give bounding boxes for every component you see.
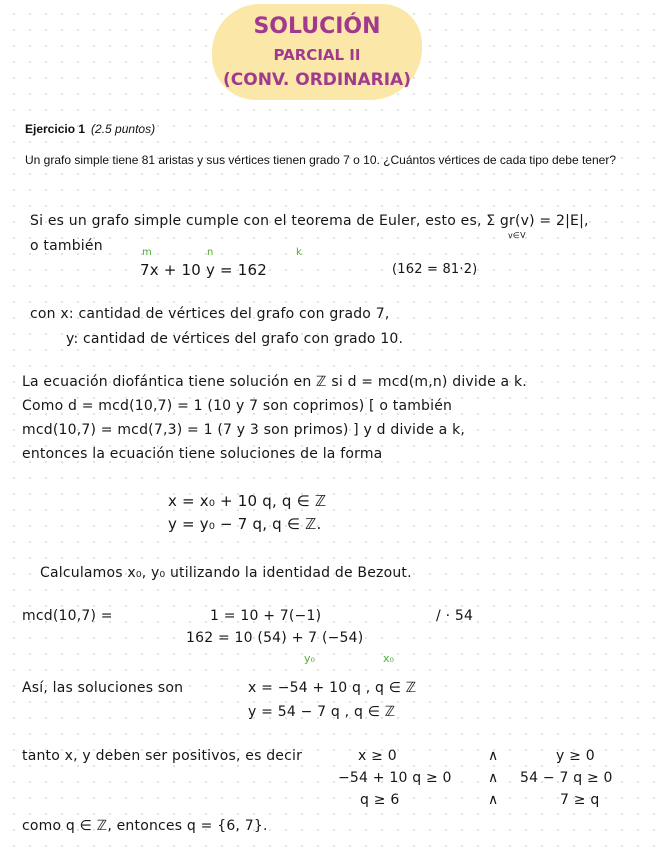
title-solucion: SOLUCIÓN [253, 14, 381, 39]
scaled-identity: 162 = 10 (54) + 7 (−54) [186, 630, 364, 646]
title-convocatoria: (CONV. ORDINARIA) [223, 70, 411, 90]
diophantine-equation: 7x + 10 y = 162 [140, 261, 267, 279]
euler-line: Si es un grafo simple cumple con el teorema de Euler, esto es, Σ gr(v) = 2|E|, [30, 213, 589, 229]
solution-y: y = 54 − 7 q , q ∈ ℤ [248, 704, 396, 720]
exercise-statement: Un grafo simple tiene 81 aristas y sus vértices tienen grado 7 o 10. ¿Cuántos vértices de cada tipo debe tener? [25, 153, 616, 167]
tag-x0: x₀ [383, 652, 394, 665]
paragraph-line-4: entonces la ecuación tiene soluciones de la forma [22, 446, 383, 462]
def-x: con x: cantidad de vértices del grafo con grado 7, [30, 306, 390, 322]
general-solution-x: x = x₀ + 10 q, q ∈ ℤ [168, 492, 327, 510]
tag-n: n [207, 247, 214, 258]
general-solution-y: y = y₀ − 7 q, q ∈ ℤ. [168, 515, 322, 533]
paragraph-line-3: mcd(10,7) = mcd(7,3) = 1 (7 y 3 son primos) ] y d divide a k, [22, 422, 466, 438]
bezout-line: Calculamos x₀, y₀ utilizando la identidad de Bezout. [40, 565, 412, 581]
exercise-heading [25, 122, 155, 136]
solution-x: x = −54 + 10 q , q ∈ ℤ [248, 680, 417, 696]
cond-y: y ≥ 0 [556, 748, 595, 764]
mcd-left: mcd(10,7) = [22, 608, 113, 624]
tag-k: k [296, 247, 302, 258]
tag-m: m [142, 247, 152, 258]
positivity-line: tanto x, y deben ser positivos, es decir [22, 748, 303, 764]
final-answer: como q ∈ ℤ, entonces q = {6, 7}. [22, 818, 268, 834]
paragraph-line-1: La ecuación diofántica tiene solución en ℤ si d = mcd(m,n) divide a k. [22, 374, 527, 390]
def-y: y: cantidad de vértices del grafo con grado 10. [66, 331, 404, 347]
cond-x: x ≥ 0 [358, 748, 397, 764]
tag-y0: y₀ [304, 652, 315, 665]
paragraph-line-2: Como d = mcd(10,7) = 1 (10 y 7 son coprimos) [ o también [22, 398, 453, 414]
cond-q-upper: 7 ≥ q [560, 792, 600, 808]
cond-q-lower: q ≥ 6 [360, 792, 400, 808]
cond-y-expanded: 54 − 7 q ≥ 0 [520, 770, 613, 786]
euler-subscript: v∈V [508, 231, 526, 240]
and-2: ∧ [488, 770, 499, 786]
equation-note: (162 = 81·2) [392, 262, 478, 277]
asi-line: Así, las soluciones son [22, 680, 184, 696]
exercise-label: Ejercicio 1 [25, 122, 86, 136]
multiplier: / · 54 [436, 608, 474, 624]
bezout-identity: 1 = 10 + 7(−1) [210, 608, 322, 624]
and-1: ∧ [488, 748, 499, 764]
cond-x-expanded: −54 + 10 q ≥ 0 [338, 770, 452, 786]
exercise-points: (2.5 puntos) [91, 122, 156, 136]
o-tambien: o también [30, 238, 103, 254]
title-parcial: PARCIAL II [273, 46, 361, 64]
and-3: ∧ [488, 792, 499, 808]
